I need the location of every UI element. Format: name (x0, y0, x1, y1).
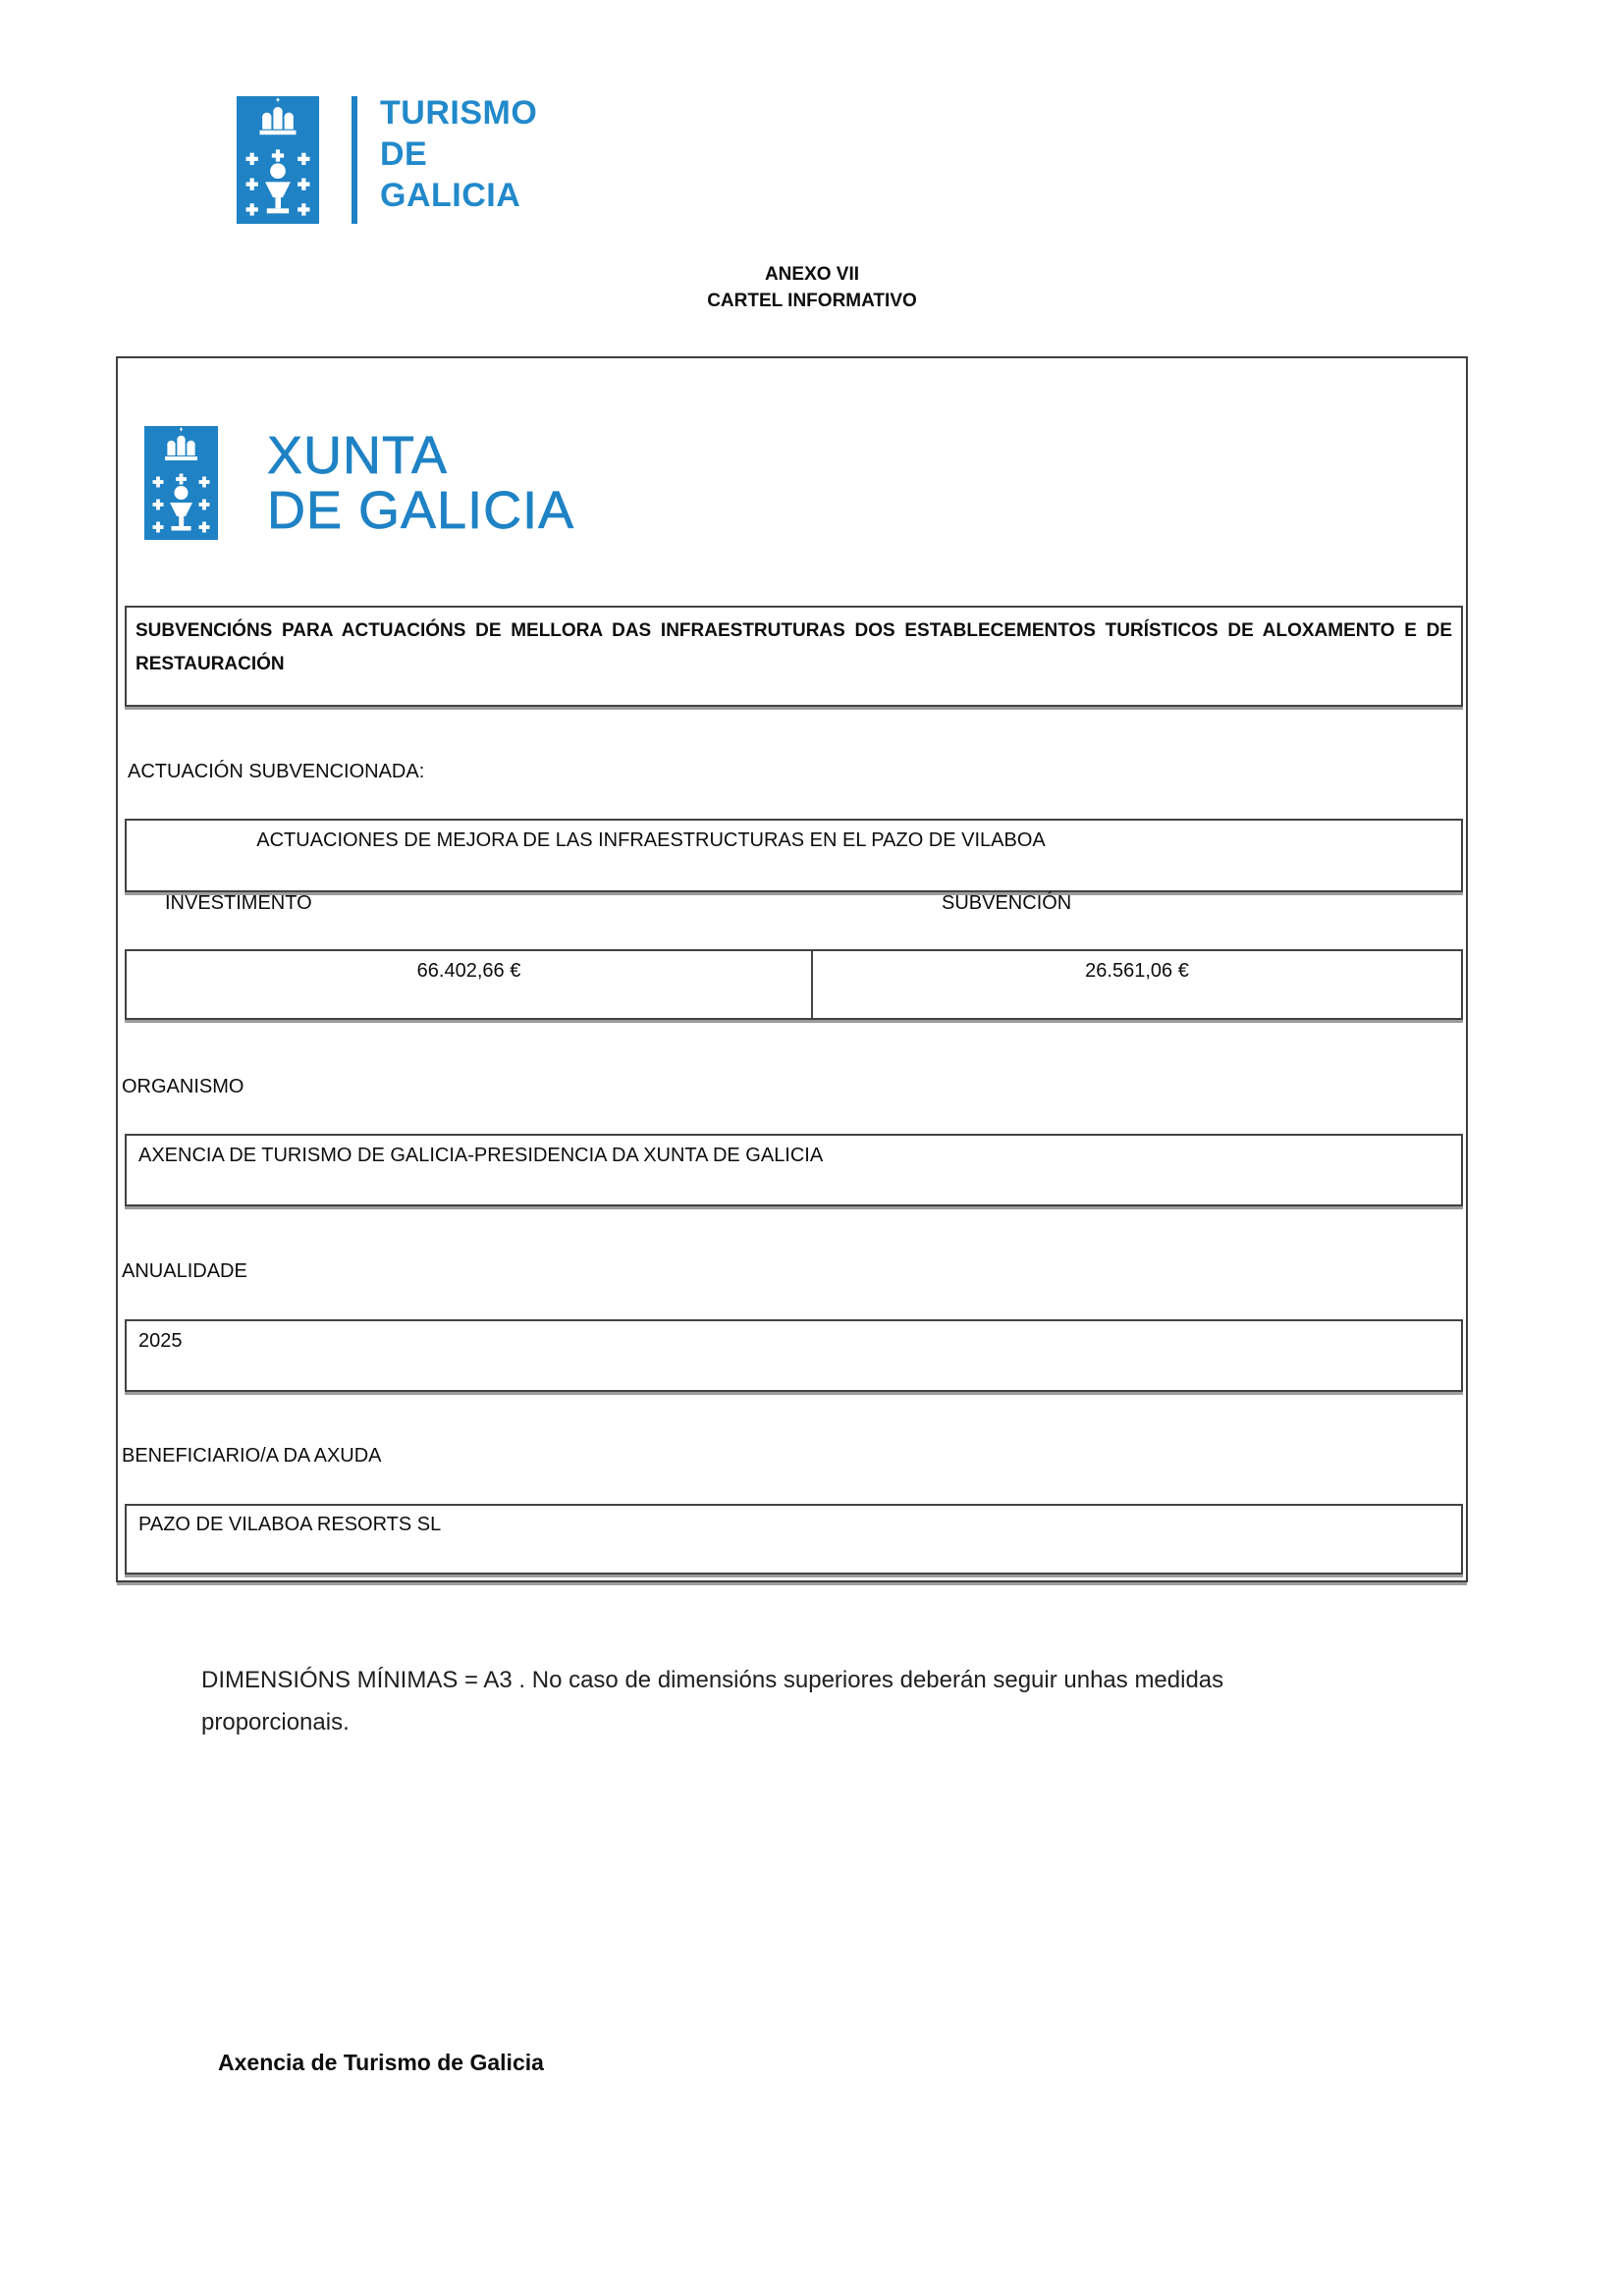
anexo-subtitle: CARTEL INFORMATIVO (707, 291, 917, 311)
galicia-crest-icon (229, 96, 327, 229)
logo-divider-bar (352, 96, 357, 224)
turismo-wordmark-line1: TURISMO (380, 94, 538, 132)
programme-title: SUBVENCIÓNS PARA ACTUACIÓNS DE MELLORA DAS INFRAESTRUTURAS DOS ESTABLECEMENTOS TURÍSTICOS DE ALOXAMENTO E DE RESTAURACIÓN (135, 620, 1452, 674)
organismo-value-cell (125, 1134, 1463, 1206)
poster-frame (116, 356, 1468, 1582)
actuacion-value: ACTUACIONES DE MEJORA DE LAS INFRAESTRUCTURAS EN EL PAZO DE VILABOA (256, 829, 1046, 851)
turismo-wordmark (380, 92, 537, 216)
anualidade-value: 2025 (138, 1330, 183, 1352)
xunta-de-galicia-logo (144, 426, 616, 544)
xunta-wordmark (267, 428, 574, 538)
amounts-row (125, 949, 1463, 1020)
turismo-wordmark-line3: GALICIA (380, 177, 521, 214)
signature-text: Axencia de Turismo de Galicia (218, 2050, 544, 2075)
actuacion-value-cell (125, 819, 1463, 892)
investimento-label: INVESTIMENTO (165, 892, 312, 914)
subvencion-label: SUBVENCIÓN (942, 892, 1072, 914)
investimento-value: 66.402,66 € (127, 951, 813, 1018)
organismo-value: AXENCIA DE TURISMO DE GALICIA-PRESIDENCIA DA XUNTA DE GALICIA (138, 1145, 824, 1166)
beneficiario-value-cell (125, 1504, 1463, 1575)
dimensions-note: DIMENSIÓNS MÍNIMAS = A3 . No caso de dimensións superiores deberán seguir unhas medidas proporcionais. (201, 1667, 1224, 1735)
actuacion-label: ACTUACIÓN SUBVENCIONADA: (128, 761, 425, 782)
organismo-label: ORGANISMO (122, 1076, 244, 1097)
turismo-de-galicia-logo (229, 96, 641, 226)
document-heading (0, 261, 1624, 314)
galicia-crest-icon (144, 426, 218, 545)
beneficiario-value: PAZO DE VILABOA RESORTS SL (138, 1514, 442, 1535)
programme-title-cell (125, 606, 1463, 707)
anexo-title: ANEXO VII (764, 264, 860, 285)
xunta-wordmark-line1: XUNTA (267, 426, 449, 485)
beneficiario-label: BENEFICIARIO/A DA AXUDA (122, 1445, 382, 1467)
anualidade-label: ANUALIDADE (122, 1260, 247, 1282)
turismo-wordmark-line2: DE (380, 135, 428, 173)
anualidade-value-cell (125, 1319, 1463, 1392)
xunta-wordmark-line2: DE GALICIA (267, 481, 575, 540)
subvencion-value: 26.561,06 € (1085, 960, 1189, 982)
